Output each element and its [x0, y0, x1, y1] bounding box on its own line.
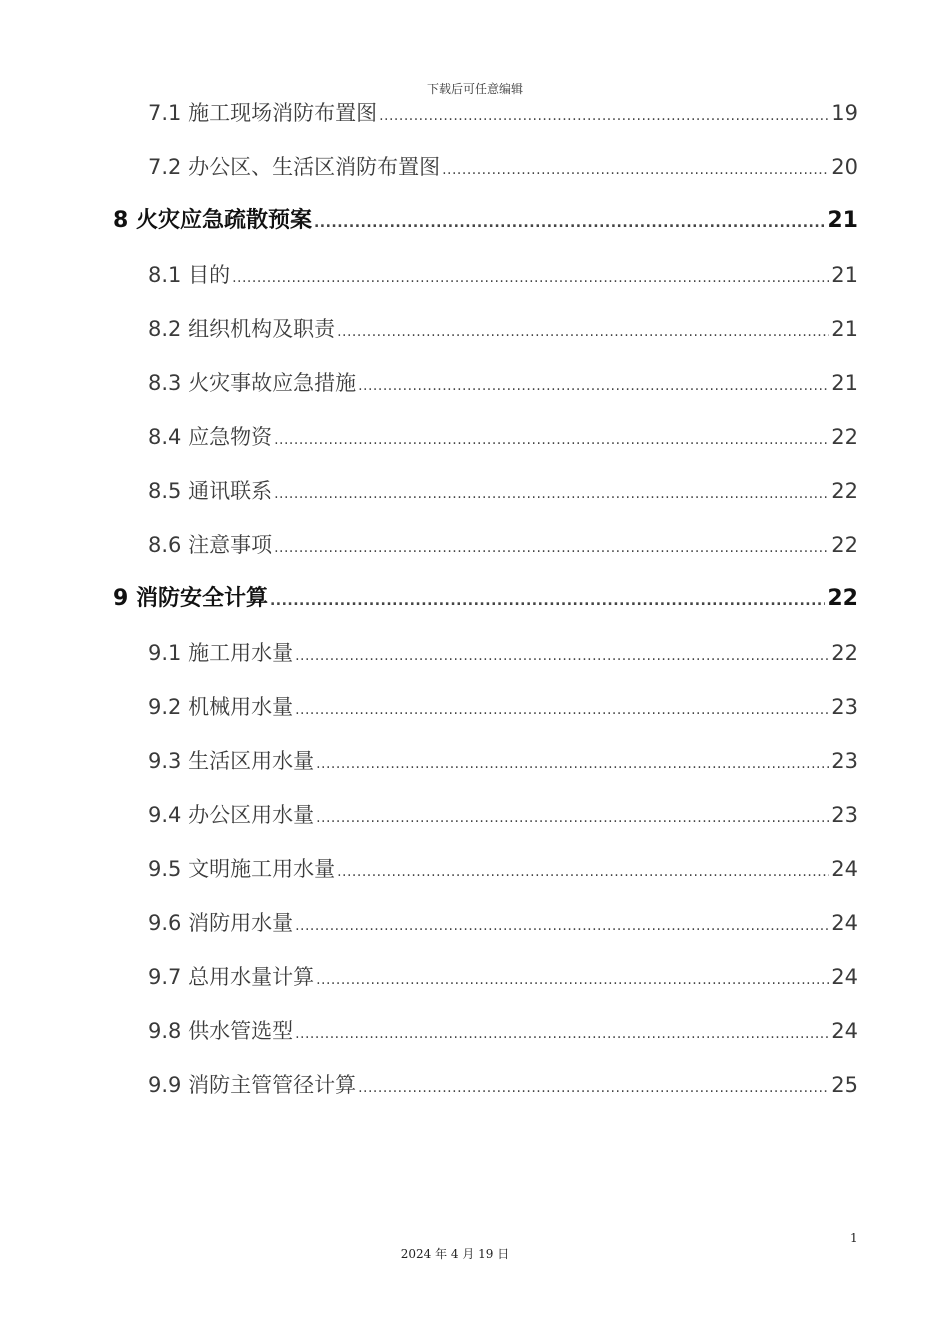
- toc-entry-title: 8.4 应急物资: [148, 425, 273, 449]
- toc-dot-leader: [295, 639, 829, 673]
- toc-entry[interactable]: [148, 366, 858, 400]
- toc-entry-title: 7.2 办公区、生活区消防布置图: [148, 155, 441, 179]
- toc-entry-title: 9.5 文明施工用水量: [148, 857, 336, 881]
- toc-entry-page: 23: [831, 749, 858, 773]
- toc-entry[interactable]: [148, 96, 858, 130]
- header-note: 下载后可任意编辑: [426, 82, 523, 96]
- toc-entry-page: 25: [831, 1073, 858, 1097]
- toc-entry-title: 8.2 组织机构及职责: [148, 317, 336, 341]
- toc-entry-page: 24: [831, 911, 858, 935]
- toc-entry-page: 22: [831, 425, 858, 449]
- toc-entry-page: 24: [831, 965, 858, 989]
- toc-entry-title: 9.1 施工用水量: [148, 641, 294, 665]
- toc-entry[interactable]: [148, 420, 858, 454]
- page-number: 1: [850, 1231, 858, 1245]
- toc-entry[interactable]: [148, 636, 858, 670]
- toc-entry-page: 20: [831, 155, 858, 179]
- toc-entry[interactable]: [148, 150, 858, 184]
- toc-entry[interactable]: [148, 258, 858, 292]
- toc-dot-leader: [316, 801, 829, 835]
- toc-entry[interactable]: [148, 744, 858, 778]
- toc-entry-title: 8.6 注意事项: [148, 533, 273, 557]
- toc-dot-leader: [316, 747, 829, 781]
- toc-entry-page: 22: [831, 641, 858, 665]
- toc-entry-page: 19: [831, 101, 858, 125]
- toc-dot-leader: [314, 206, 825, 240]
- toc-entry[interactable]: [148, 960, 858, 994]
- toc-entry-page: 22: [827, 586, 858, 611]
- toc-dot-leader: [358, 369, 829, 403]
- toc-dot-leader: [295, 1017, 829, 1051]
- toc-dot-leader: [295, 693, 829, 727]
- toc-entry[interactable]: [148, 906, 858, 940]
- toc-entry-title: 9.2 机械用水量: [148, 695, 294, 719]
- toc-entry-page: 21: [831, 317, 858, 341]
- toc-dot-leader: [274, 477, 829, 511]
- toc-entry-chapter[interactable]: [113, 582, 858, 616]
- toc-entry[interactable]: [148, 528, 858, 562]
- toc-entry-page: 21: [831, 263, 858, 287]
- toc-entry[interactable]: [148, 690, 858, 724]
- toc-entry-title: 7.1 施工现场消防布置图: [148, 101, 378, 125]
- toc-entry-page: 23: [831, 695, 858, 719]
- toc-entry[interactable]: [148, 474, 858, 508]
- toc-entry-title: 9.8 供水管选型: [148, 1019, 294, 1043]
- toc-dot-leader: [379, 99, 829, 133]
- toc-entry-page: 24: [831, 1019, 858, 1043]
- toc-dot-leader: [316, 963, 829, 997]
- toc-entry-page: 22: [831, 533, 858, 557]
- toc-entry[interactable]: [148, 852, 858, 886]
- toc-entry-page: 21: [831, 371, 858, 395]
- toc-dot-leader: [295, 909, 829, 943]
- toc-entry-title: 9.7 总用水量计算: [148, 965, 315, 989]
- toc-entry[interactable]: [148, 798, 858, 832]
- toc-dot-leader: [358, 1071, 829, 1105]
- toc-entry-page: 22: [831, 479, 858, 503]
- toc-entry-title: 8.1 目的: [148, 263, 231, 287]
- toc-dot-leader: [232, 261, 829, 295]
- toc-entry-chapter[interactable]: [113, 204, 858, 238]
- toc-entry-page: 21: [827, 208, 858, 233]
- toc-entry[interactable]: [148, 1014, 858, 1048]
- toc-dot-leader: [442, 153, 829, 187]
- toc-dot-leader: [274, 423, 829, 457]
- toc-entry-title: 9.3 生活区用水量: [148, 749, 315, 773]
- toc-entry-page: 23: [831, 803, 858, 827]
- toc-dot-leader: [337, 855, 829, 889]
- toc-entry-title: 8 火灾应急疏散预案: [113, 208, 312, 233]
- toc-entry-title: 9.6 消防用水量: [148, 911, 294, 935]
- toc-entry-page: 24: [831, 857, 858, 881]
- toc-dot-leader: [270, 584, 825, 618]
- toc-entry-title: 8.3 火灾事故应急措施: [148, 371, 357, 395]
- toc-entry[interactable]: [148, 1068, 858, 1102]
- toc-entry-title: 9.9 消防主管管径计算: [148, 1073, 357, 1097]
- toc-entry-title: 9.4 办公区用水量: [148, 803, 315, 827]
- toc-entry-title: 8.5 通讯联系: [148, 479, 273, 503]
- footer-date: 2024 年 4 月 19 日: [400, 1247, 510, 1261]
- toc-entry-title: 9 消防安全计算: [113, 586, 268, 611]
- toc-entry[interactable]: [148, 312, 858, 346]
- toc-dot-leader: [274, 531, 829, 565]
- toc-dot-leader: [337, 315, 829, 349]
